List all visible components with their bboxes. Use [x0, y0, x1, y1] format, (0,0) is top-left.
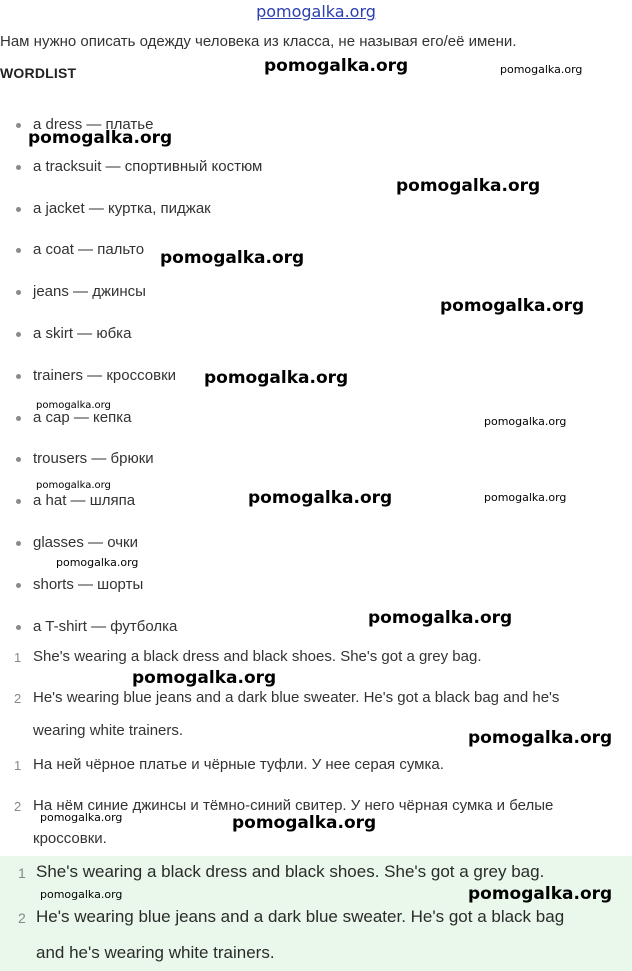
list-item: [0, 196, 211, 220]
list-item: [0, 446, 154, 470]
watermark: pomogalka.org: [56, 556, 139, 569]
bullet-icon: [16, 457, 21, 462]
list-item: [0, 321, 131, 345]
bullet-icon: [16, 165, 21, 170]
watermark: pomogalka.org: [468, 884, 613, 904]
sentence-text-continued: wearing white trainers.: [33, 722, 184, 739]
intro-text: Нам нужно описать одежду человека из класса, не называя его/её имени.: [0, 33, 517, 50]
word-entry: glasses — очки: [33, 533, 138, 551]
list-item: [0, 237, 144, 261]
list-item: [0, 279, 146, 303]
word-entry: jeans — джинсы: [33, 282, 146, 300]
watermark: pomogalka.org: [28, 128, 173, 148]
bullet-icon: [16, 499, 21, 504]
watermark: pomogalka.org: [484, 415, 567, 428]
answer-text: He's wearing blue jeans and a dark blue sweater. He's got a black bag: [36, 907, 565, 926]
word-entry: a jacket — куртка, пиджак: [33, 199, 211, 217]
list-item: [0, 154, 262, 178]
bullet-icon: [16, 416, 21, 421]
answer-text-continued: and he's wearing white trainers.: [36, 943, 275, 962]
bullet-icon: [16, 374, 21, 379]
watermark: pomogalka.org: [368, 608, 513, 628]
wordlist-heading: WORDLIST: [0, 65, 77, 81]
sentence-number: 2: [14, 691, 22, 706]
bullet-icon: [16, 290, 21, 295]
watermark: pomogalka.org: [160, 248, 305, 268]
watermark: pomogalka.org: [204, 368, 349, 388]
watermark: pomogalka.org: [484, 491, 567, 504]
answer-number: 1: [18, 865, 26, 881]
sentence-text-continued: кроссовки.: [33, 830, 107, 847]
word-entry: a hat — шляпа: [33, 491, 136, 509]
watermark: pomogalka.org: [468, 728, 613, 748]
word-entry: a cap — кепка: [33, 408, 132, 426]
answer-text: She's wearing a black dress and black shoes. She's got a grey bag.: [36, 862, 545, 881]
watermark: pomogalka.org: [232, 813, 377, 833]
watermark: pomogalka.org: [500, 63, 583, 76]
word-entry: shorts — шорты: [33, 575, 144, 593]
answer-box: [0, 856, 632, 971]
watermark: pomogalka.org: [36, 400, 111, 411]
bullet-icon: [16, 583, 21, 588]
sentence-number: 1: [14, 758, 22, 773]
sentence-text: She's wearing a black dress and black shoes. She's got a grey bag.: [33, 648, 482, 665]
sentence-text: На нём синие джинсы и тёмно-синий свитер. У него чёрная сумка и белые: [33, 797, 554, 814]
watermark: pomogalka.org: [40, 811, 123, 824]
list-item: [0, 530, 138, 554]
word-entry: trousers — брюки: [33, 449, 154, 467]
word-entry: a tracksuit — спортивный костюм: [33, 157, 263, 175]
watermark: pomogalka.org: [396, 176, 541, 196]
watermark: pomogalka.org: [40, 888, 123, 901]
sentence-text: He's wearing blue jeans and a dark blue sweater. He's got a black bag and he's: [33, 689, 560, 706]
word-entry: a skirt — юбка: [33, 324, 132, 342]
sentence-number: 1: [14, 650, 22, 665]
sentence-number: 2: [14, 799, 22, 814]
sentence-text: На ней чёрное платье и чёрные туфли. У нее серая сумка.: [33, 756, 444, 773]
list-item: [0, 614, 177, 638]
watermark: pomogalka.org: [248, 488, 393, 508]
site-link[interactable]: pomogalka.org: [256, 2, 376, 21]
bullet-icon: [16, 248, 21, 253]
watermark: pomogalka.org: [264, 56, 409, 76]
list-item: [0, 572, 143, 596]
bullet-icon: [16, 332, 21, 337]
watermark: pomogalka.org: [440, 296, 585, 316]
watermark: pomogalka.org: [36, 480, 111, 491]
list-item: [0, 363, 176, 387]
bullet-icon: [16, 541, 21, 546]
list-item: [0, 488, 135, 512]
bullet-icon: [16, 123, 21, 128]
word-entry: trainers — кроссовки: [33, 366, 177, 384]
watermark: pomogalka.org: [132, 668, 277, 688]
word-entry: a T-shirt — футболка: [33, 617, 178, 635]
word-entry: a coat — пальто: [33, 240, 145, 258]
bullet-icon: [16, 207, 21, 212]
word-entry: a dress — платье: [33, 115, 154, 133]
bullet-icon: [16, 625, 21, 630]
answer-number: 2: [18, 910, 26, 926]
